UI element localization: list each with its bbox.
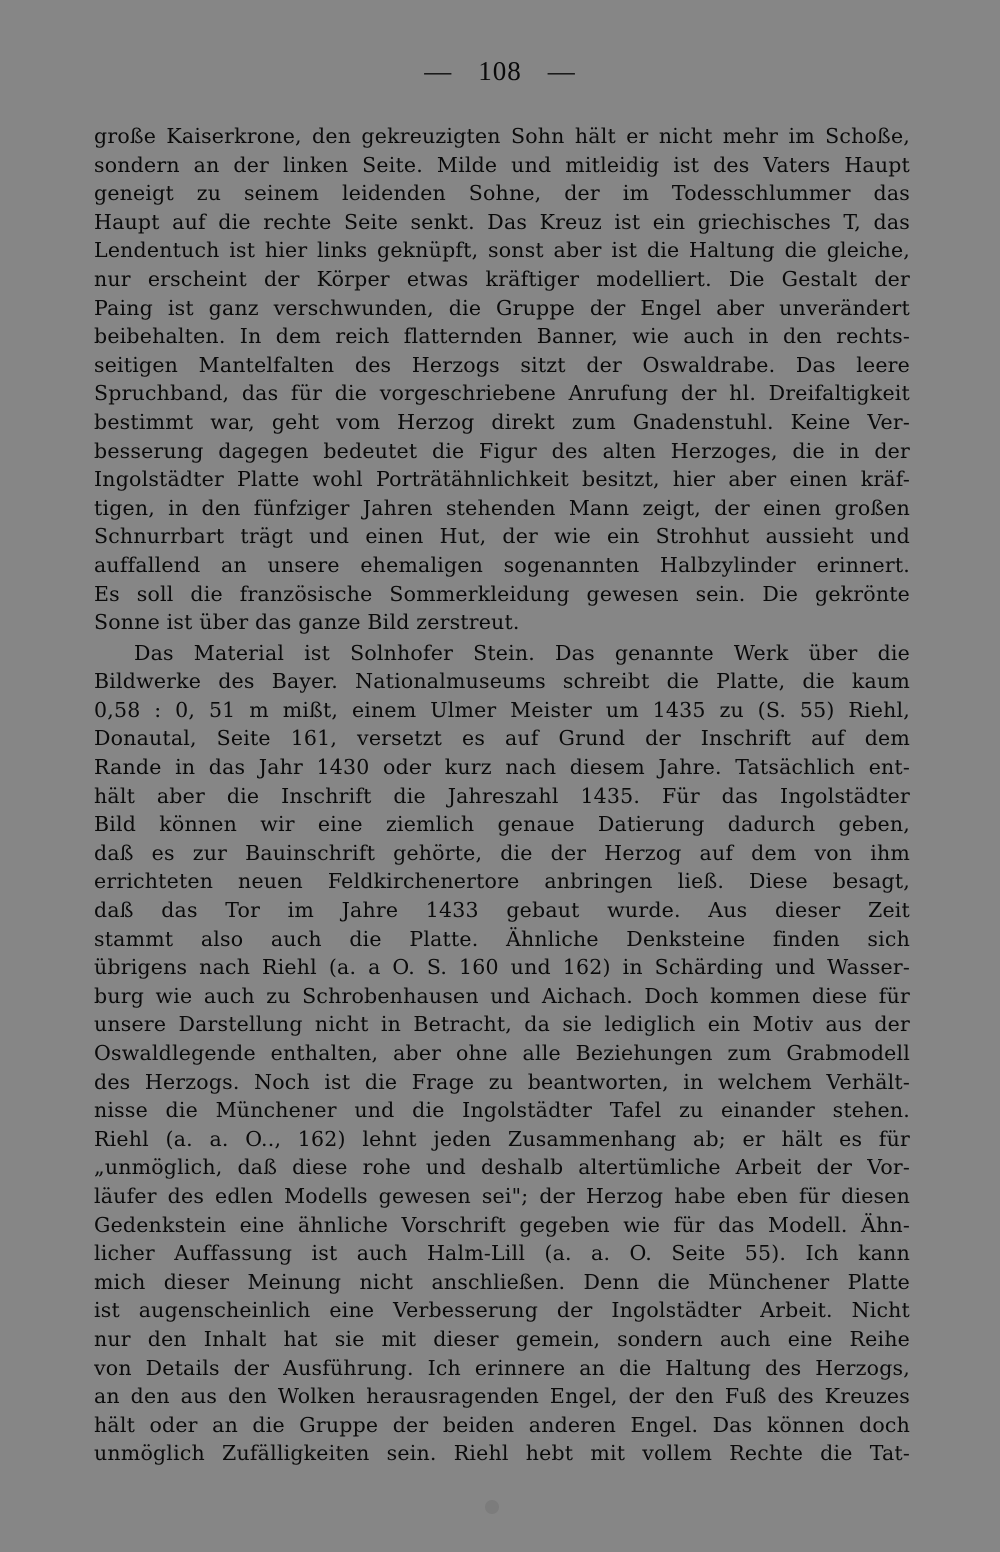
paragraph-2 — [94, 639, 910, 1468]
text-line: Bild können wir eine ziemlich genaue Datierung dadurch geben, — [94, 812, 910, 837]
text-line: daß es zur Bauinschrift gehörte, die der Herzog auf dem von ihm — [94, 840, 910, 865]
text-line: Rande in das Jahr 1430 oder kurz nach diesem Jahre. Tatsächlich ent- — [94, 755, 910, 780]
text-line: auffallend an unsere ehemaligen sogenannten Halbzylinder erinnert. — [94, 552, 910, 577]
text-line: Sonne ist über das ganze Bild zerstreut. — [94, 610, 520, 635]
text-line: nur den Inhalt hat sie mit dieser gemein, sondern auch eine Reihe — [94, 1326, 910, 1351]
text-line: des Herzogs. Noch ist die Frage zu beantworten, in welchem Verhält- — [94, 1069, 910, 1094]
page-number: 108 — [478, 56, 522, 86]
text-line: burg wie auch zu Schrobenhausen und Aichach. Doch kommen diese für — [94, 983, 910, 1008]
text-line: große Kaiserkrone, den gekreuzigten Sohn hält er nicht mehr im Schoße, — [94, 124, 910, 148]
text-line: Riehl (a. a. O.., 162) lehnt jeden Zusammenhang ab; er hält es für — [94, 1126, 910, 1151]
text-line: Gedenkstein eine ähnliche Vorschrift gegeben wie für das Modell. Ähn- — [94, 1212, 910, 1237]
text-line: seitigen Mantelfalten des Herzogs sitzt der Oswaldrabe. Das leere — [94, 352, 910, 377]
text-line: errichteten neuen Feldkirchenertore anbringen ließ. Diese besagt, — [94, 869, 910, 894]
text-line: besserung dagegen bedeutet die Figur des alten Herzoges, die in der — [94, 438, 910, 463]
text-line: Donautal, Seite 161, versetzt es auf Grund der Inschrift auf dem — [94, 726, 910, 751]
text-line: übrigens nach Riehl (a. a O. S. 160 und 162) in Schärding und Wasser- — [94, 955, 910, 980]
text-line: sondern an der linken Seite. Milde und mitleidig ist des Vaters Haupt — [94, 152, 910, 177]
text-line: bestimmt war, geht vom Herzog direkt zum Gnadenstuhl. Keine Ver- — [94, 409, 910, 434]
text-line: daß das Tor im Jahre 1433 gebaut wurde. Aus dieser Zeit — [94, 898, 910, 923]
text-line: Spruchband, das für die vorgeschriebene Anrufung der hl. Dreifaltigkeit — [94, 381, 910, 406]
text-line: beibehalten. In dem reich flatternden Banner, wie auch in den rechts- — [94, 324, 910, 349]
text-line: 0,58 : 0, 51 m mißt, einem Ulmer Meister um 1435 zu (S. 55) Riehl, — [94, 697, 910, 722]
page-header — [0, 56, 1000, 87]
text-line: Es soll die französische Sommerkleidung gewesen sein. Die gekrönte — [94, 581, 910, 606]
text-line: unmöglich Zufälligkeiten sein. Riehl hebt mit vollem Rechte die Tat- — [94, 1441, 910, 1466]
text-line: Schnurrbart trägt und einen Hut, der wie ein Strohhut aussieht und — [94, 524, 910, 549]
text-line: mich dieser Meinung nicht anschließen. Denn die Münchener Platte — [94, 1269, 910, 1294]
text-line: Paing ist ganz verschwunden, die Gruppe der Engel aber unverändert — [94, 295, 910, 320]
text-line: nur erscheint der Körper etwas kräftiger modelliert. Die Gestalt der — [94, 266, 910, 291]
text-line: ist augenscheinlich eine Verbesserung der Ingolstädter Arbeit. Nicht — [94, 1298, 910, 1323]
text-line: Oswaldlegende enthalten, aber ohne alle Beziehungen zum Grabmodell — [94, 1041, 910, 1065]
text-line: nisse die Münchener und die Ingolstädter Tafel zu einander stehen. — [94, 1098, 910, 1123]
text-line: „unmöglich, daß diese rohe und deshalb altertümliche Arbeit der Vor- — [94, 1155, 910, 1180]
text-line: Ingolstädter Platte wohl Porträtähnlichkeit besitzt, hier aber einen kräf- — [94, 467, 910, 492]
text-line: Haupt auf die rechte Seite senkt. Das Kreuz ist ein griechisches T, das — [94, 209, 910, 234]
text-line: läufer des edlen Modells gewesen sei"; der Herzog habe eben für diesen — [94, 1183, 910, 1208]
text-line: von Details der Ausführung. Ich erinnere an die Haltung des Herzogs, — [94, 1355, 910, 1380]
text-line: geneigt zu seinem leidenden Sohne, der im Todesschlummer das — [94, 181, 910, 206]
body-text — [94, 122, 910, 1468]
text-line: tigen, in den fünfziger Jahren stehenden Mann zeigt, der einen großen — [94, 495, 910, 520]
paper-speck — [485, 1500, 499, 1514]
text-line: an den aus den Wolken herausragenden Engel, der den Fuß des Kreuzes — [94, 1384, 910, 1409]
text-line: Bildwerke des Bayer. Nationalmuseums schreibt die Platte, die kaum — [94, 669, 910, 694]
text-line: Lendentuch ist hier links geknüpft, sonst aber ist die Haltung die gleiche, — [94, 238, 910, 263]
text-line: hält oder an die Gruppe der beiden anderen Engel. Das können doch — [94, 1412, 910, 1437]
header-dash-left: — — [424, 56, 453, 86]
paragraph-1 — [94, 122, 910, 637]
header-dash-right: — — [547, 56, 576, 86]
text-line: stammt also auch die Platte. Ähnliche Denksteine finden sich — [94, 926, 910, 951]
text-line: Das Material ist Solnhofer Stein. Das genannte Werk über die — [134, 640, 910, 665]
text-line: unsere Darstellung nicht in Betracht, da sie lediglich ein Motiv aus der — [94, 1012, 910, 1037]
text-line: licher Auffassung ist auch Halm-Lill (a. a. O. Seite 55). Ich kann — [94, 1241, 910, 1266]
text-line: hält aber die Inschrift die Jahreszahl 1435. Für das Ingolstädter — [94, 783, 910, 808]
